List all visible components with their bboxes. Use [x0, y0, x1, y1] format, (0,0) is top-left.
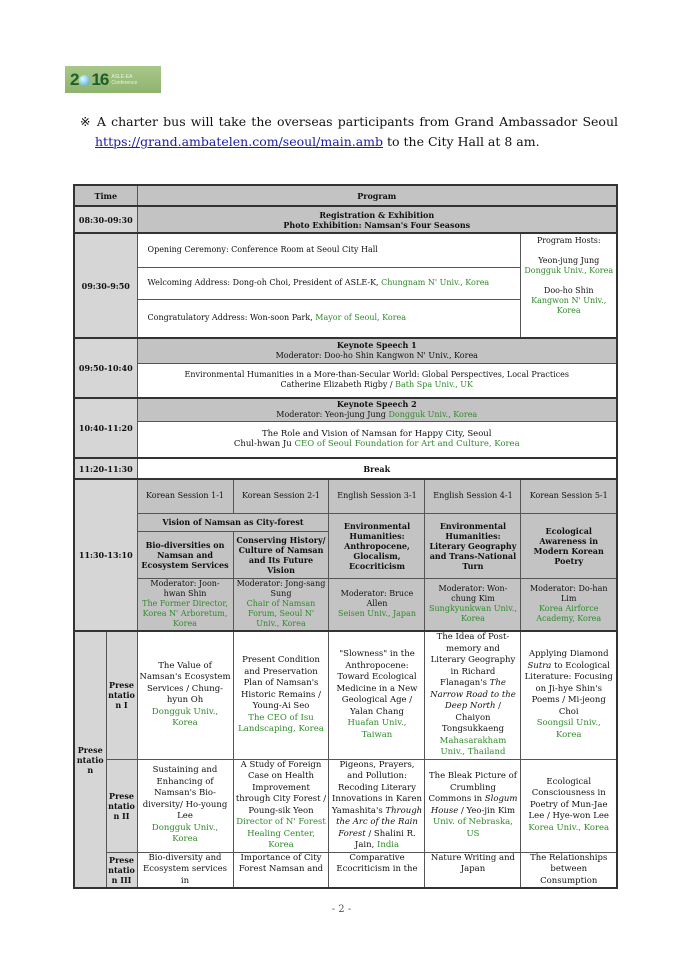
session-name: Korean Session 5-1 — [521, 479, 617, 513]
presentation-cell — [137, 852, 233, 888]
work-title: The Narrow Road to the Deep North — [430, 678, 516, 711]
note-rest: to the City Hall at 8 am. — [383, 134, 540, 149]
registration-title: Registration & Exhibition — [319, 209, 435, 220]
session-moderator — [233, 578, 329, 631]
shared-theme-row — [74, 513, 617, 531]
presentation-text: A Study of Foreign Case on Health Improvement through City Forest / Poung-sik Yeon — [235, 759, 327, 816]
congrat-affiliation: Mayor of Seoul, Korea — [315, 313, 407, 323]
presentation-cell — [521, 631, 617, 759]
presentation-cell — [425, 631, 521, 759]
congrat-text: Congratulatory Address: Won-soon Park, — [147, 313, 316, 323]
session-theme: Environmental Humanities: Anthropocene, Glocalism, Ecocriticism — [329, 513, 425, 578]
conference-logo — [65, 66, 161, 93]
registration-row — [74, 206, 617, 233]
speaker: Catherine Elizabeth Rigby / — [280, 380, 396, 390]
program-hosts — [521, 233, 617, 338]
session-theme: Environmental Humanities: Literary Geography and Trans-National Turn — [425, 513, 521, 578]
moderators-row — [74, 578, 617, 631]
time-cell: 11:30-13:10 — [74, 479, 137, 631]
break-row — [74, 458, 617, 479]
host-name: Doo-ho Shin — [543, 286, 594, 295]
presentation-text: Ecological Consciousness in Poetry of Mun-Jae Lee / Hye-won Lee — [528, 776, 609, 822]
presentation-text: / Yeo-jin Kim — [458, 805, 516, 816]
welcome-text: Welcoming Address: Dong-oh Choi, President of ASLE-K, — [147, 278, 382, 287]
session-theme: Bio-diversities on Namsan and Ecosystem Services — [137, 531, 233, 578]
program-table — [73, 184, 618, 889]
speaker-affiliation: Bath Spa Univ., UK — [395, 380, 473, 390]
presentation-text: The Bleak Picture of Crumbling Commons in — [428, 771, 517, 804]
program-header: Program — [137, 185, 617, 206]
hotel-link[interactable]: https://grand.ambatelen.com/seoul/main.amb — [95, 134, 384, 149]
presentation-text: Applying Diamond — [528, 649, 609, 660]
presentation-text: to Ecological Literature: Focusing on Ji-hye Shin's Poems / Mi-jeong Choi — [524, 660, 613, 717]
affiliation: Dongguk Univ., Korea — [151, 822, 219, 845]
affiliation: Director of N' Forest Healing Center, Korea — [236, 817, 326, 850]
time-cell: 11:20-11:30 — [74, 458, 137, 479]
time-cell: 10:40-11:20 — [74, 398, 137, 458]
time-cell: 09:50-10:40 — [74, 338, 137, 398]
session-moderator — [425, 578, 521, 631]
presentation-text: The Value of Namsan's Ecosystem Services / Chung-hyun Oh — [139, 660, 231, 706]
session-name: Korean Session 2-1 — [233, 479, 329, 513]
talk-title: Environmental Humanities in a More-than-Secular World: Global Perspectives, Local Practices — [184, 370, 569, 380]
presentation-cell — [425, 852, 521, 888]
shared-theme: Vision of Namsan as City-forest — [137, 513, 329, 531]
session-names-row — [74, 479, 617, 513]
presentation-cell — [233, 852, 329, 888]
presentation-text: Sustaining and Enhancing of Namsan's Bio-diversity/ Ho-young Lee — [142, 765, 228, 822]
keynote2-body — [74, 421, 617, 458]
moderator-name: Moderator: Do-han Lim — [529, 584, 608, 604]
affiliation: The CEO of Isu Landscaping, Korea — [238, 712, 324, 734]
keynote1-body — [74, 363, 617, 398]
break-cell: Break — [137, 458, 617, 479]
time-header: Time — [74, 185, 137, 206]
work-title: Through the Arc of the Rain Forest — [336, 805, 423, 839]
presentation-cell — [137, 631, 233, 759]
presentation-text: The Idea of Post-memory and Literary Geography in Richard Flanagan's — [430, 632, 516, 688]
presentation-cell — [329, 759, 425, 852]
presentation-text: "Slowness" in the Anthropocene: Toward Ecological Medicine in a New Geological Age / Yalan Chang — [336, 649, 418, 717]
speaker-affiliation: CEO of Seoul Foundation for Art and Culture, Korea — [294, 439, 520, 450]
keynote1-head — [74, 338, 617, 363]
session-theme: Conserving History/ Culture of Namsan and Its Future Vision — [233, 531, 329, 578]
keynote-moderator: Moderator: Doo-ho Shin Kangwon N' Univ., Korea — [275, 351, 478, 361]
presentation-text: Bio-diversity and Ecosystem services in — [143, 852, 227, 886]
session-name: Korean Session 1-1 — [137, 479, 233, 513]
presentation-text: Pigeons, Prayers, and Pollution: Recoding Literary Innovations in Karen Yamashita's — [331, 759, 422, 816]
moderator-name: Moderator: Won-chung Kim — [438, 584, 508, 604]
presentation-cell — [233, 759, 329, 852]
presentation-cell — [521, 759, 617, 852]
session-name: English Session 4-1 — [425, 479, 521, 513]
affiliation: Univ. of Nebraska, US — [433, 817, 513, 839]
moderator-affiliation: Sungkyunkwan Univ., Korea — [429, 604, 517, 624]
opening-ceremony: Opening Ceremony: Conference Room at Seoul City Hall — [137, 233, 521, 267]
host-affiliation: Dongguk Univ., Korea — [524, 266, 614, 275]
keynote2-header — [137, 398, 617, 421]
time-cell: 08:30-09:30 — [74, 206, 137, 233]
affiliation: India — [376, 840, 400, 850]
presentation-cell — [233, 631, 329, 759]
moderator-affiliation: Seisen Univ., Japan — [337, 609, 416, 619]
moderator-affiliation: Korea Airforce Academy, Korea — [536, 604, 602, 624]
work-title: Slogum House — [430, 794, 518, 816]
moderator-name: Moderator: Bruce Allen — [340, 589, 414, 609]
presentation-cell — [329, 631, 425, 759]
presentation-row — [74, 759, 617, 852]
session-moderator — [521, 578, 617, 631]
bus-note: ※ A charter bus will take the overseas participants from Grand Ambassador Seoul — [80, 114, 618, 129]
session-moderator — [137, 578, 233, 631]
presentation-cell — [329, 852, 425, 888]
logo-year: 2 16 — [70, 69, 109, 89]
logo-text-1: ASLE-EA — [111, 73, 133, 80]
photo-exhibition: Photo Exhibition: Namsan's Four Seasons — [283, 219, 471, 230]
presentation-number: Presentation II — [106, 759, 137, 852]
presentation-text: Importance of City Forest Namsan and — [238, 852, 324, 874]
session-name: English Session 3-1 — [329, 479, 425, 513]
host-name: Yeon-jung Jung — [538, 256, 600, 265]
presentation-cell — [137, 759, 233, 852]
presentation-text: Nature Writing and Japan — [430, 852, 515, 874]
welcome-affiliation: Chungnam N' Univ., Korea — [381, 278, 490, 287]
keynote-title: Keynote Speech 1 — [336, 340, 417, 351]
affiliation: Mahasarakham Univ., Thailand — [439, 735, 507, 757]
affiliation: Korea Univ., Korea — [528, 822, 610, 833]
presentation-text: Comparative Ecocriticism in the — [336, 852, 418, 874]
page-number: - 2 - — [331, 904, 352, 915]
registration-cell — [137, 206, 617, 233]
session-moderator — [329, 578, 425, 631]
keynote-moderator: Moderator: Yeon-jung Jung — [276, 410, 389, 420]
presentation-label: Presentation — [74, 631, 106, 888]
opening-row — [74, 233, 617, 267]
keynote2-head — [74, 398, 617, 421]
hosts-label: Program Hosts: — [536, 236, 601, 245]
session-theme: Ecological Awareness in Modern Korean Poetry — [521, 513, 617, 578]
moderator-affiliation: Chair of Namsan Forum, Seoul N' Univ., Korea — [246, 599, 316, 629]
congratulatory-address — [137, 299, 521, 338]
presentation-row — [74, 852, 617, 888]
welcoming-address — [137, 267, 521, 299]
keynote2-talk — [137, 421, 617, 458]
presentation-cell — [521, 852, 617, 888]
globe-icon — [79, 75, 90, 86]
host-affiliation: Kangwon N' Univ., Korea — [531, 296, 607, 315]
moderator-name: Moderator: Joon-hwan Shin — [150, 579, 220, 599]
affiliation: Huafan Univ., Taiwan — [347, 718, 407, 740]
presentation-text: / Shalini R. Jain, — [354, 828, 416, 850]
presentation-number: Presentation I — [106, 631, 137, 759]
logo-text-2: Conference — [111, 79, 138, 86]
header-row — [74, 185, 617, 206]
keynote1-talk — [137, 363, 617, 398]
work-title: Sutra — [527, 660, 552, 671]
presentation-number: Presentation III — [106, 852, 137, 888]
keynote-title: Keynote Speech 2 — [336, 399, 417, 410]
presentation-text: / Chaiyon Tongsukkaeng — [441, 701, 505, 734]
presentation-row — [74, 631, 617, 759]
talk-title: The Role and Vision of Namsan for Happy City, Seoul — [261, 429, 492, 440]
presentation-text: The Relationships between Consumption — [530, 852, 608, 886]
speaker: Chul-hwan Ju — [233, 439, 295, 450]
moderator-affiliation: Dongguk Univ., Korea — [388, 410, 478, 420]
affiliation: Soongsil Univ., Korea — [536, 718, 601, 740]
affiliation: Dongguk Univ., Korea — [151, 706, 219, 729]
presentation-cell — [425, 759, 521, 852]
moderator-affiliation: The Former Director, Korea N' Arboretum, Korea — [142, 599, 228, 629]
keynote1-header — [137, 338, 617, 363]
bus-note-line2 — [95, 132, 540, 152]
presentation-text: Present Condition and Preservation Plan of Namsan's Historic Remains / Young-Ai Seo — [241, 655, 321, 711]
logo-text — [111, 74, 137, 86]
time-cell: 09:30-9:50 — [74, 233, 137, 338]
moderator-name: Moderator: Jong-sang Sung — [236, 579, 326, 599]
